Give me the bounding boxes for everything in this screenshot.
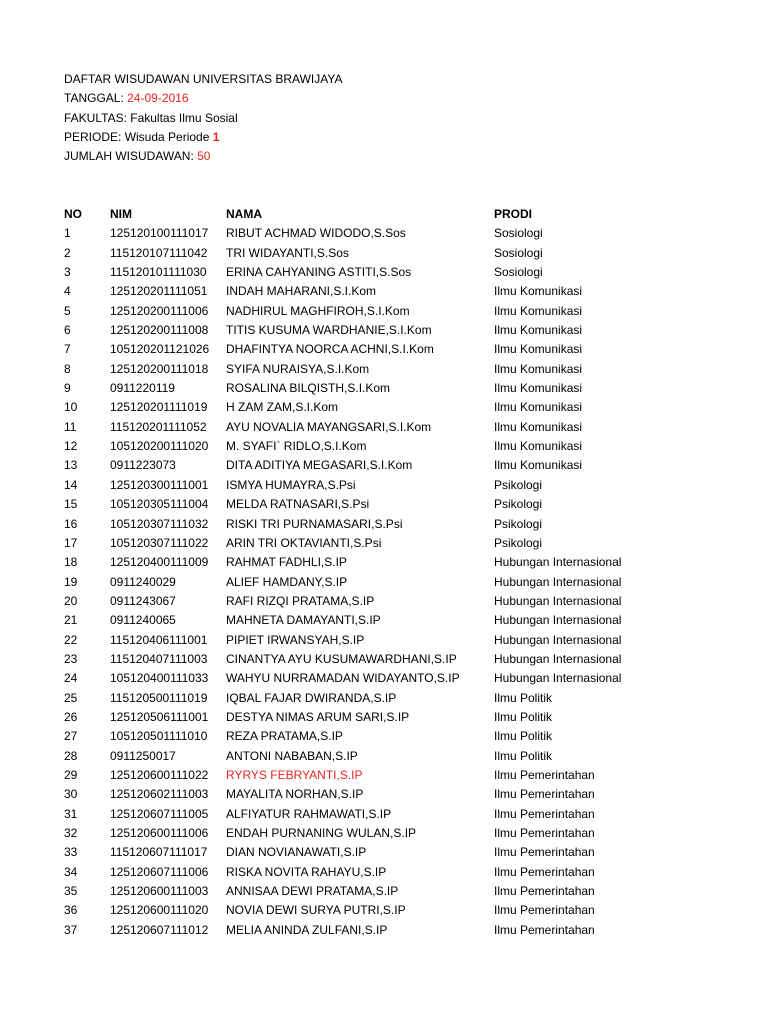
table-row: [0, 824, 768, 843]
cell-no: 24: [64, 671, 78, 686]
cell-prodi: Ilmu Komunikasi: [494, 381, 583, 396]
cell-nim: 115120407111003: [110, 651, 208, 666]
cell-prodi: Ilmu Pemerintahan: [494, 845, 595, 860]
cell-nama: M. SYAFI` RIDLO,S.I.Kom: [226, 439, 367, 454]
cell-nim: 125120200111008: [110, 323, 209, 338]
cell-prodi: Ilmu Komunikasi: [494, 419, 583, 434]
column-header-prodi: PRODI: [494, 207, 533, 221]
cell-no: 4: [64, 284, 71, 299]
cell-nim: 125120201111019: [110, 400, 208, 415]
cell-prodi: Hubungan Internasional: [494, 574, 622, 589]
cell-no: 5: [64, 303, 71, 318]
table-row: [0, 456, 768, 475]
cell-prodi: Ilmu Politik: [494, 690, 553, 705]
cell-nama: DESTYA NIMAS ARUM SARI,S.IP: [226, 709, 410, 724]
cell-no: 11: [64, 419, 77, 434]
cell-no: 7: [64, 342, 71, 357]
cell-nim: 0911220119: [110, 381, 175, 396]
cell-nama: DITA ADITIYA MEGASARI,S.I.Kom: [226, 458, 413, 473]
cell-nim: 105120305111004: [110, 497, 209, 512]
cell-no: 35: [64, 884, 78, 899]
fakultas-label: FAKULTAS:: [64, 110, 131, 125]
cell-no: 20: [64, 593, 78, 608]
table-row: [0, 573, 768, 592]
cell-nama: MAHNETA DAMAYANTI,S.IP: [226, 613, 381, 628]
cell-nim: 125120200111018: [110, 361, 209, 376]
periode-line: [64, 128, 342, 147]
tanggal-value: 24-09-2016: [127, 91, 189, 106]
cell-nama: ALIEF HAMDANY,S.IP: [226, 574, 348, 589]
column-header-nim: NIM: [110, 207, 132, 221]
cell-prodi: Ilmu Pemerintahan: [494, 767, 595, 782]
cell-no: 16: [64, 516, 78, 531]
cell-nim: 125120607111006: [110, 864, 209, 879]
cell-nim: 125120100111017: [110, 226, 209, 241]
cell-prodi: Psikologi: [494, 477, 543, 492]
table-row: [0, 302, 768, 321]
table-row: [0, 631, 768, 650]
cell-nama: RAFI RIZQI PRATAMA,S.IP: [226, 593, 375, 608]
cell-no: 12: [64, 439, 78, 454]
table-body: [0, 224, 768, 940]
cell-nama: ISMYA HUMAYRA,S.Psi: [226, 477, 356, 492]
cell-prodi: Psikologi: [494, 516, 543, 531]
cell-nim: 105120201121026: [110, 342, 210, 357]
cell-prodi: Ilmu Komunikasi: [494, 342, 583, 357]
cell-prodi: Ilmu Komunikasi: [494, 323, 583, 338]
cell-prodi: Ilmu Pemerintahan: [494, 922, 595, 937]
tanggal-line: [64, 89, 342, 108]
cell-prodi: Ilmu Pemerintahan: [494, 787, 595, 802]
cell-nama: ROSALINA BILQISTH,S.I.Kom: [226, 381, 391, 396]
table-row: [0, 398, 768, 417]
cell-nim: 125120607111005: [110, 806, 209, 821]
cell-no: 26: [64, 709, 78, 724]
cell-no: 15: [64, 497, 78, 512]
cell-nim: 0911243067: [110, 593, 176, 608]
cell-no: 17: [64, 535, 78, 550]
cell-prodi: Ilmu Komunikasi: [494, 458, 583, 473]
graduates-table: [0, 205, 768, 940]
table-row: [0, 592, 768, 611]
cell-prodi: Ilmu Pemerintahan: [494, 884, 595, 899]
cell-nim: 125120600111022: [110, 767, 209, 782]
cell-no: 9: [64, 381, 71, 396]
table-row: [0, 534, 768, 553]
cell-nama: IQBAL FAJAR DWIRANDA,S.IP: [226, 690, 397, 705]
table-row: [0, 766, 768, 785]
cell-nama: CINANTYA AYU KUSUMAWARDHANI,S.IP: [226, 651, 457, 666]
cell-nim: 115120406111001: [110, 632, 208, 647]
cell-nama: NADHIRUL MAGHFIROH,S.I.Kom: [226, 303, 410, 318]
table-row: [0, 689, 768, 708]
cell-nama: MAYALITA NORHAN,S.IP: [226, 787, 364, 802]
cell-nim: 0911240029: [110, 574, 176, 589]
cell-nim: 125120300111001: [110, 477, 209, 492]
cell-nama: ALFIYATUR RAHMAWATI,S.IP: [226, 806, 392, 821]
table-row: [0, 708, 768, 727]
table-row: [0, 476, 768, 495]
cell-prodi: Sosiologi: [494, 245, 543, 260]
cell-no: 36: [64, 903, 78, 918]
column-header-nama: NAMA: [226, 207, 262, 221]
cell-nama: AYU NOVALIA MAYANGSARI,S.I.Kom: [226, 419, 432, 434]
cell-no: 8: [64, 361, 71, 376]
document-header: [64, 70, 342, 166]
cell-prodi: Hubungan Internasional: [494, 671, 622, 686]
cell-prodi: Ilmu Pemerintahan: [494, 826, 595, 840]
table-row: [0, 418, 768, 437]
cell-no: 30: [64, 787, 78, 802]
jumlah-line: [64, 147, 342, 166]
cell-nim: 115120500111019: [110, 690, 208, 705]
table-row: [0, 515, 768, 534]
cell-no: 19: [64, 574, 78, 589]
cell-nama: NOVIA DEWI SURYA PUTRI,S.IP: [226, 903, 406, 918]
table-row: [0, 611, 768, 630]
cell-nim: 105120200111020: [110, 439, 209, 454]
table-row: [0, 360, 768, 379]
cell-nim: 125120400111009: [110, 555, 209, 570]
cell-no: 37: [64, 922, 78, 937]
cell-nim: 105120501111010: [110, 729, 208, 744]
cell-nim: 125120600111003: [110, 884, 209, 899]
cell-nim: 125120600111020: [110, 903, 209, 918]
cell-no: 31: [64, 806, 78, 821]
cell-nama: RIBUT ACHMAD WIDODO,S.Sos: [226, 226, 406, 241]
table-row: [0, 263, 768, 282]
cell-prodi: Ilmu Politik: [494, 748, 553, 763]
cell-prodi: Hubungan Internasional: [494, 555, 622, 570]
table-row: [0, 805, 768, 824]
cell-nim: 105120307111032: [110, 516, 209, 531]
cell-nama: ENDAH PURNANING WULAN,S.IP: [226, 826, 417, 840]
table-row: [0, 727, 768, 746]
cell-prodi: Ilmu Pemerintahan: [494, 903, 595, 918]
cell-nama: RISKI TRI PURNAMASARI,S.Psi: [226, 516, 403, 531]
table-row: [0, 379, 768, 398]
cell-no: 29: [64, 767, 78, 782]
cell-prodi: Sosiologi: [494, 265, 543, 280]
cell-nim: 105120307111022: [110, 535, 209, 550]
document-title: [64, 70, 342, 89]
table-row: [0, 901, 768, 920]
table-row: [0, 882, 768, 901]
cell-prodi: Ilmu Komunikasi: [494, 400, 583, 415]
cell-nama: MELDA RATNASARI,S.Psi: [226, 497, 370, 512]
table-row: [0, 863, 768, 882]
cell-no: 10: [64, 400, 78, 415]
cell-prodi: Ilmu Politik: [494, 709, 553, 724]
tanggal-label: TANGGAL:: [64, 91, 128, 106]
table-row: [0, 321, 768, 340]
cell-nama: INDAH MAHARANI,S.I.Kom: [226, 284, 377, 299]
cell-no: 28: [64, 748, 78, 763]
cell-nama: RYRYS FEBRYANTI,S.IP: [226, 767, 363, 782]
periode-number: 1: [212, 129, 220, 144]
cell-no: 21: [64, 613, 78, 628]
cell-nama: ANNISAA DEWI PRATAMA,S.IP: [226, 884, 399, 899]
cell-nama: SYIFA NURAISYA,S.I.Kom: [226, 361, 370, 376]
cell-no: 6: [64, 323, 71, 338]
cell-nama: PIPIET IRWANSYAH,S.IP: [226, 632, 365, 647]
cell-nim: 105120400111033: [110, 671, 209, 686]
cell-prodi: Hubungan Internasional: [494, 632, 622, 647]
fakultas-line: [64, 109, 342, 128]
cell-nama: MELIA ANINDA ZULFANI,S.IP: [226, 922, 388, 937]
cell-nama: DIAN NOVIANAWATI,S.IP: [226, 845, 367, 860]
cell-nama: RISKA NOVITA RAHAYU,S.IP: [226, 864, 387, 879]
cell-nama: REZA PRATAMA,S.IP: [226, 729, 343, 744]
table-row: [0, 669, 768, 688]
jumlah-label: JUMLAH WISUDAWAN:: [64, 149, 198, 164]
cell-nama: H ZAM ZAM,S.I.Kom: [226, 400, 339, 415]
title-text: DAFTAR WISUDAWAN UNIVERSITAS BRAWIJAYA: [64, 72, 343, 86]
cell-no: 3: [64, 265, 71, 280]
cell-no: 13: [64, 458, 78, 473]
cell-nama: WAHYU NURRAMADAN WIDAYANTO,S.IP: [226, 671, 460, 686]
cell-no: 27: [64, 729, 78, 744]
periode-label: PERIODE:: [64, 129, 125, 144]
cell-nama: DHAFINTYA NOORCA ACHNI,S.I.Kom: [226, 342, 434, 357]
cell-no: 18: [64, 555, 78, 570]
table-row: [0, 921, 768, 940]
cell-nim: 125120200111006: [110, 303, 209, 318]
table-row: [0, 747, 768, 766]
cell-nim: 115120201111052: [110, 419, 207, 434]
cell-prodi: Ilmu Pemerintahan: [494, 806, 595, 821]
table-row: [0, 340, 768, 359]
cell-no: 14: [64, 477, 78, 492]
table-row: [0, 650, 768, 669]
cell-nim: 0911223073: [110, 458, 176, 473]
table-header-row: [0, 205, 768, 224]
table-row: [0, 495, 768, 514]
cell-nim: 125120506111001: [110, 709, 209, 724]
cell-no: 22: [64, 632, 78, 647]
table-row: [0, 282, 768, 301]
cell-prodi: Hubungan Internasional: [494, 593, 622, 608]
cell-prodi: Hubungan Internasional: [494, 651, 622, 666]
periode-value: Wisuda Periode: [124, 129, 213, 144]
fakultas-value: Fakultas Ilmu Sosial: [130, 110, 238, 125]
cell-no: 2: [64, 245, 71, 260]
cell-prodi: Ilmu Komunikasi: [494, 284, 583, 299]
column-header-no: NO: [64, 207, 82, 221]
table-row: [0, 437, 768, 456]
cell-nama: TITIS KUSUMA WARDHANIE,S.I.Kom: [226, 323, 432, 338]
cell-nim: 0911250017: [110, 748, 176, 763]
cell-nama: ARIN TRI OKTAVIANTI,S.Psi: [226, 535, 382, 550]
cell-prodi: Psikologi: [494, 497, 543, 512]
cell-nim: 125120607111012: [110, 922, 209, 937]
cell-no: 1: [64, 226, 71, 241]
cell-prodi: Ilmu Politik: [494, 729, 553, 744]
cell-prodi: Ilmu Komunikasi: [494, 303, 583, 318]
cell-nama: ANTONI NABABAN,S.IP: [226, 748, 358, 763]
cell-nim: 125120600111006: [110, 826, 209, 840]
cell-nama: TRI WIDAYANTI,S.Sos: [226, 245, 349, 260]
cell-no: 34: [64, 864, 78, 879]
cell-no: 33: [64, 845, 78, 860]
cell-nama: ERINA CAHYANING ASTITI,S.Sos: [226, 265, 412, 280]
table-row: [0, 244, 768, 263]
cell-prodi: Ilmu Pemerintahan: [494, 864, 595, 879]
cell-prodi: Ilmu Komunikasi: [494, 439, 583, 454]
cell-no: 32: [64, 826, 78, 840]
cell-no: 23: [64, 651, 78, 666]
table-row: [0, 785, 768, 804]
table-row: [0, 553, 768, 572]
jumlah-value: 50: [197, 149, 211, 164]
table-row: [0, 843, 768, 862]
cell-nama: RAHMAT FADHLI,S.IP: [226, 555, 347, 570]
cell-nim: 115120107111042: [110, 245, 208, 260]
cell-nim: 125120602111003: [110, 787, 209, 802]
cell-nim: 115120101111030: [110, 265, 207, 280]
cell-prodi: Hubungan Internasional: [494, 613, 622, 628]
cell-no: 25: [64, 690, 78, 705]
cell-prodi: Sosiologi: [494, 226, 543, 241]
cell-nim: 125120201111051: [110, 284, 208, 299]
cell-prodi: Psikologi: [494, 535, 543, 550]
cell-nim: 115120607111017: [110, 845, 208, 860]
table-row: [0, 224, 768, 243]
cell-nim: 0911240065: [110, 613, 176, 628]
cell-prodi: Ilmu Komunikasi: [494, 361, 583, 376]
